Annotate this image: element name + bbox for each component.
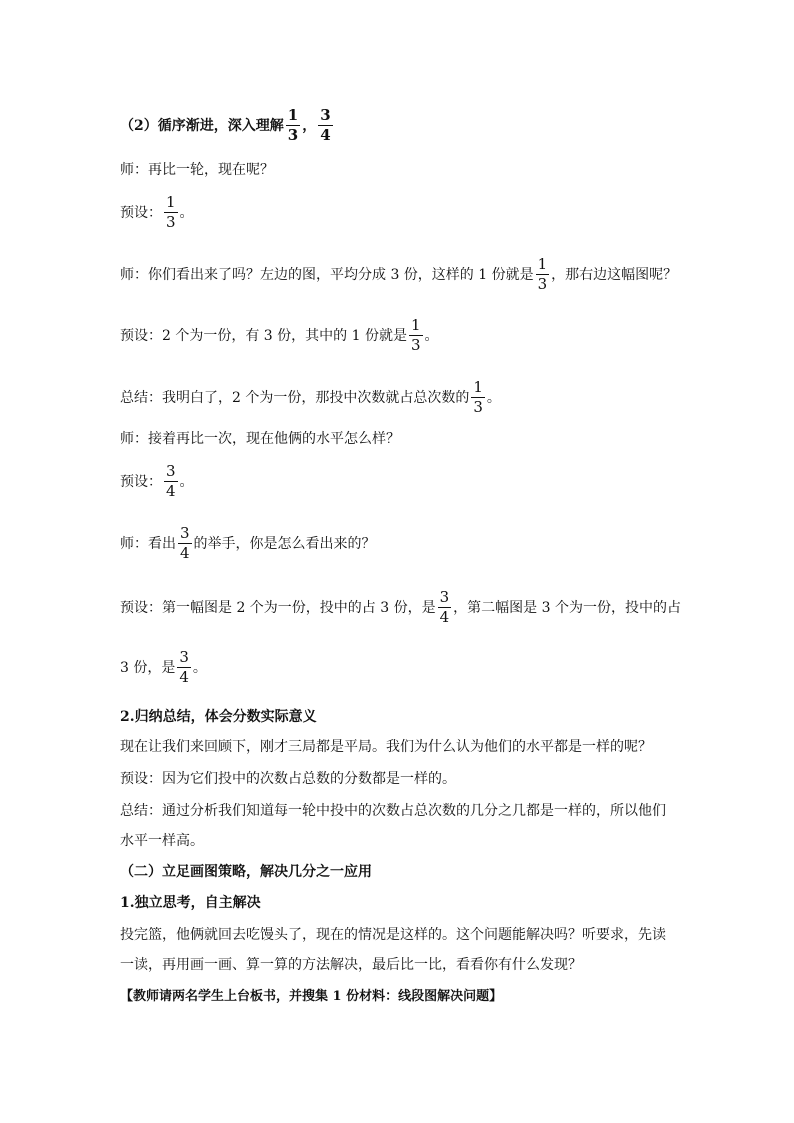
fraction: $\frac{3}{4}$ <box>179 648 189 686</box>
paragraph: 现在让我们来回顾下，刚才三局都是平局。我们为什么认为他们的水平都是一样的呢？ <box>120 739 652 755</box>
fraction: $\frac{3}{4}$ <box>439 588 450 626</box>
fraction-three-quarters: $\frac{3}{4}$ <box>320 106 331 144</box>
paragraph: 预设： $\frac{1}{3}$ 。 <box>120 193 194 231</box>
subheading: 2.归纳总结，体会分数实际意义 <box>120 709 317 725</box>
paragraph: 投完篮，他俩就回去吃馒头了，现在的情况是这样的。这个问题能解决吗？听要求，先读 <box>120 927 666 943</box>
paragraph: 师：你们看出来了吗？左边的图，平均分成 3 份，这样的 1 份就是 $\frac{1}{3}$ ，那右边这幅图呢？ <box>120 255 678 293</box>
paragraph: 师：再比一轮，现在呢？ <box>120 162 274 178</box>
fraction-one-third: $\frac{1}{3}$ <box>287 106 299 144</box>
fraction: $\frac{3}{4}$ <box>166 462 176 500</box>
fraction: $\frac{1}{3}$ <box>537 255 548 293</box>
section-heading: （二）立足画图策略，解决几分之一应用 <box>120 864 372 880</box>
paragraph: 预设：第一幅图是 2 个为一份，投中的占 3 份，是 $\frac{3}{4}$ ，第二幅图是 3 个为一份，投中的占 <box>120 588 681 626</box>
paragraph: 师：接着再比一次，现在他俩的水平怎么样？ <box>120 431 400 447</box>
paragraph: 总结：通过分析我们知道每一轮中投中的次数占总次数的几分之几都是一样的，所以他们 <box>120 803 666 819</box>
paragraph: 总结：我明白了，2 个为一份，那投中次数就占总次数的 $\frac{1}{3}$ 。 <box>120 378 501 416</box>
section-heading-text: （2）循序渐进，深入理解 <box>120 117 284 134</box>
fraction: $\frac{1}{3}$ <box>166 193 176 231</box>
subheading: 1.独立思考，自主解决 <box>120 895 261 911</box>
paragraph: 预设：因为它们投中的次数占总数的分数都是一样的。 <box>120 771 456 787</box>
paragraph: 一读，再用画一画、算一算的方法解决，最后比一比，看看你有什么发现？ <box>120 957 582 973</box>
paragraph: 预设：2 个为一份，有 3 份，其中的 1 份就是 $\frac{1}{3}$ 。 <box>120 316 439 354</box>
paragraph: 3 份，是 $\frac{3}{4}$ 。 <box>120 648 207 686</box>
paragraph: 水平一样高。 <box>120 833 204 849</box>
teacher-note: 【教师请两名学生上台板书，并搜集 1 份材料：线段图解决问题】 <box>120 989 503 1004</box>
paragraph: 师：看出 $\frac{3}{4}$ 的举手，你是怎么看出来的？ <box>120 524 376 562</box>
fraction: $\frac{1}{3}$ <box>473 378 483 416</box>
separator: ， <box>302 117 317 134</box>
section-heading <box>120 108 335 143</box>
paragraph: 预设： $\frac{3}{4}$ 。 <box>120 462 194 500</box>
fraction: $\frac{1}{3}$ <box>410 316 421 354</box>
fraction: $\frac{3}{4}$ <box>180 524 190 562</box>
